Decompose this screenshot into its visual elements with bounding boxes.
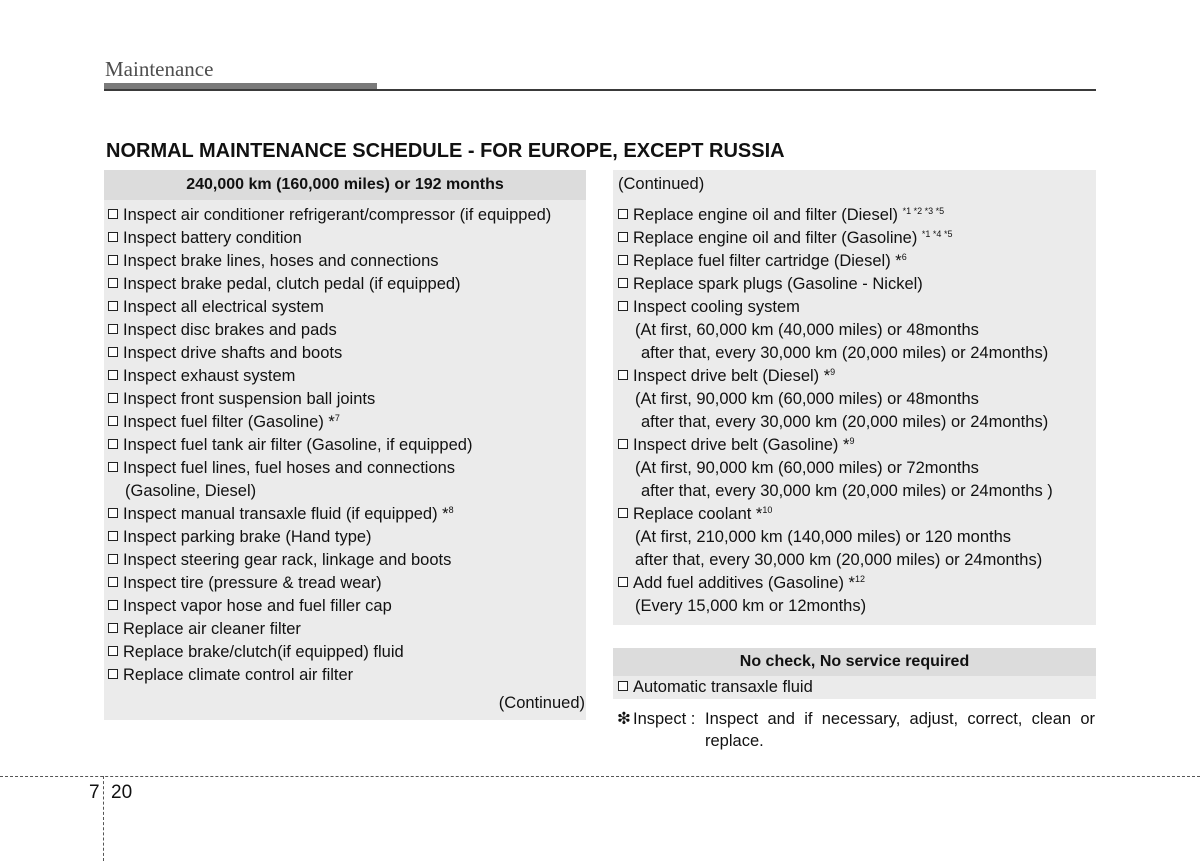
list-item-continuation: (Every 15,000 km or 12months) (635, 597, 867, 615)
list-item: Replace spark plugs (Gasoline - Nickel) (618, 273, 1053, 296)
list-item: Inspect drive belt (Gasoline) *$^9$ (618, 434, 1053, 457)
page-number: 20 (111, 782, 133, 803)
checkbox-icon (618, 209, 628, 219)
checkbox-icon (108, 600, 118, 610)
list-item: Replace air cleaner filter (108, 618, 551, 641)
left-continued-label: (Continued) (498, 694, 585, 712)
checkbox-icon (108, 370, 118, 380)
list-item: Inspect brake pedal, clutch pedal (if equipped) (108, 273, 551, 296)
chapter-number: 7 (89, 782, 100, 803)
checkbox-icon (108, 416, 118, 426)
list-item-continuation: (At first, 90,000 km (60,000 miles) or 72months (635, 459, 979, 477)
list-item: Inspect vapor hose and fuel filler cap (108, 595, 551, 618)
list-item: Inspect disc brakes and pads (108, 319, 551, 342)
checkbox-icon (108, 324, 118, 334)
checkbox-icon (618, 370, 628, 380)
list-item: Inspect fuel tank air filter (Gasoline, if equipped) (108, 434, 551, 457)
left-schedule-list (108, 204, 551, 687)
checkbox-icon (108, 347, 118, 357)
left-schedule-box (104, 170, 586, 720)
list-item: Inspect exhaust system (108, 365, 551, 388)
checkbox-icon (108, 531, 118, 541)
checkbox-icon (108, 278, 118, 288)
header-rule (104, 89, 1096, 91)
checkbox-icon (618, 232, 628, 242)
list-item-continuation: after that, every 30,000 km (20,000 miles) or 24months) (635, 551, 1043, 569)
no-check-title: No check, No service required (613, 648, 1096, 676)
list-item: Replace brake/clutch(if equipped) fluid (108, 641, 551, 664)
checkbox-icon (618, 439, 628, 449)
list-item-continuation: after that, every 30,000 km (20,000 miles) or 24months) (641, 413, 1049, 431)
list-item: Replace fuel filter cartridge (Diesel) *$^6$ (618, 250, 1053, 273)
list-item-continuation: (At first, 60,000 km (40,000 miles) or 48months (635, 321, 979, 339)
list-item: Inspect fuel lines, fuel hoses and connections (108, 457, 551, 480)
checkbox-icon (618, 301, 628, 311)
checkbox-icon (108, 462, 118, 472)
list-item: Inspect battery condition (108, 227, 551, 250)
footnote-ref: 7 (334, 413, 340, 423)
no-check-item: Automatic transaxle fluid (613, 676, 1096, 699)
list-item: Inspect air conditioner refrigerant/compressor (if equipped) (108, 204, 551, 227)
list-item-continuation: after that, every 30,000 km (20,000 miles) or 24months) (641, 344, 1049, 362)
list-item: Inspect manual transaxle fluid (if equipped) *$^8$ (108, 503, 551, 526)
checkbox-icon (108, 554, 118, 564)
footnote-ref: 10 (762, 505, 773, 515)
checkbox-icon (618, 577, 628, 587)
checkbox-icon (108, 232, 118, 242)
right-schedule-list (618, 204, 1053, 618)
list-item-continuation: (At first, 210,000 km (140,000 miles) or 120 months (635, 528, 1012, 546)
checkbox-icon (108, 669, 118, 679)
checkbox-icon (108, 439, 118, 449)
checkbox-icon (108, 393, 118, 403)
asterisk-icon: ❇ (617, 710, 631, 728)
right-schedule-box (613, 170, 1096, 625)
checkbox-icon (108, 209, 118, 219)
right-continued-label: (Continued) (618, 175, 705, 193)
schedule-heading: NORMAL MAINTENANCE SCHEDULE - FOR EUROPE, EXCEPT RUSSIA (106, 140, 785, 162)
checkbox-icon (108, 508, 118, 518)
footnote-ref: 9 (830, 367, 836, 377)
list-item: Replace coolant *$^{10}$ (618, 503, 1053, 526)
list-item: Inspect cooling system (618, 296, 1053, 319)
footnote-ref: 6 (901, 252, 907, 262)
list-item: Add fuel additives (Gasoline) *$^{12}$ (618, 572, 1053, 595)
footer-separator (103, 776, 104, 861)
list-item-continuation: (At first, 90,000 km (60,000 miles) or 48months (635, 390, 979, 408)
list-item: Replace engine oil and filter (Gasoline) $^{*1 *4 *5}$ (618, 227, 1053, 250)
footer-divider (0, 776, 1200, 777)
section-title: Maintenance (105, 57, 214, 81)
list-item-continuation: (Gasoline, Diesel) (125, 482, 257, 500)
footnote-ref: 8 (448, 505, 454, 515)
footnote-ref: 12 (854, 574, 865, 584)
list-item-continuation: after that, every 30,000 km (20,000 miles) or 24months ) (641, 482, 1053, 500)
list-item: Inspect front suspension ball joints (108, 388, 551, 411)
list-item: Replace engine oil and filter (Diesel) $^{*1 *2 *3 *5}$ (618, 204, 1053, 227)
checkbox-icon (108, 577, 118, 587)
inspect-note (617, 708, 1095, 750)
checkbox-icon (618, 508, 628, 518)
checkbox-icon (108, 646, 118, 656)
checkbox-icon (108, 301, 118, 311)
footnote-ref: *1 *4 *5 (921, 229, 953, 239)
list-item: Inspect brake lines, hoses and connections (108, 250, 551, 273)
note-label: Inspect : (633, 710, 696, 728)
checkbox-icon (618, 255, 628, 265)
left-schedule-title: 240,000 km (160,000 miles) or 192 months (104, 170, 586, 200)
list-item: Inspect steering gear rack, linkage and boots (108, 549, 551, 572)
list-item: Replace climate control air filter (108, 664, 551, 687)
list-item: Inspect fuel filter (Gasoline) *$^7$ (108, 411, 551, 434)
note-text: Inspect and if necessary, adjust, correct, clean or replace. (705, 710, 1095, 750)
list-item: Inspect all electrical system (108, 296, 551, 319)
checkbox-icon (618, 681, 628, 691)
list-item: Inspect parking brake (Hand type) (108, 526, 551, 549)
checkbox-icon (618, 278, 628, 288)
footnote-ref: *1 *2 *3 *5 (902, 206, 945, 216)
checkbox-icon (108, 255, 118, 265)
footnote-ref: 9 (849, 436, 855, 446)
list-item: Inspect tire (pressure & tread wear) (108, 572, 551, 595)
list-item: Inspect drive belt (Diesel) *$^9$ (618, 365, 1053, 388)
list-item: Inspect drive shafts and boots (108, 342, 551, 365)
checkbox-icon (108, 623, 118, 633)
